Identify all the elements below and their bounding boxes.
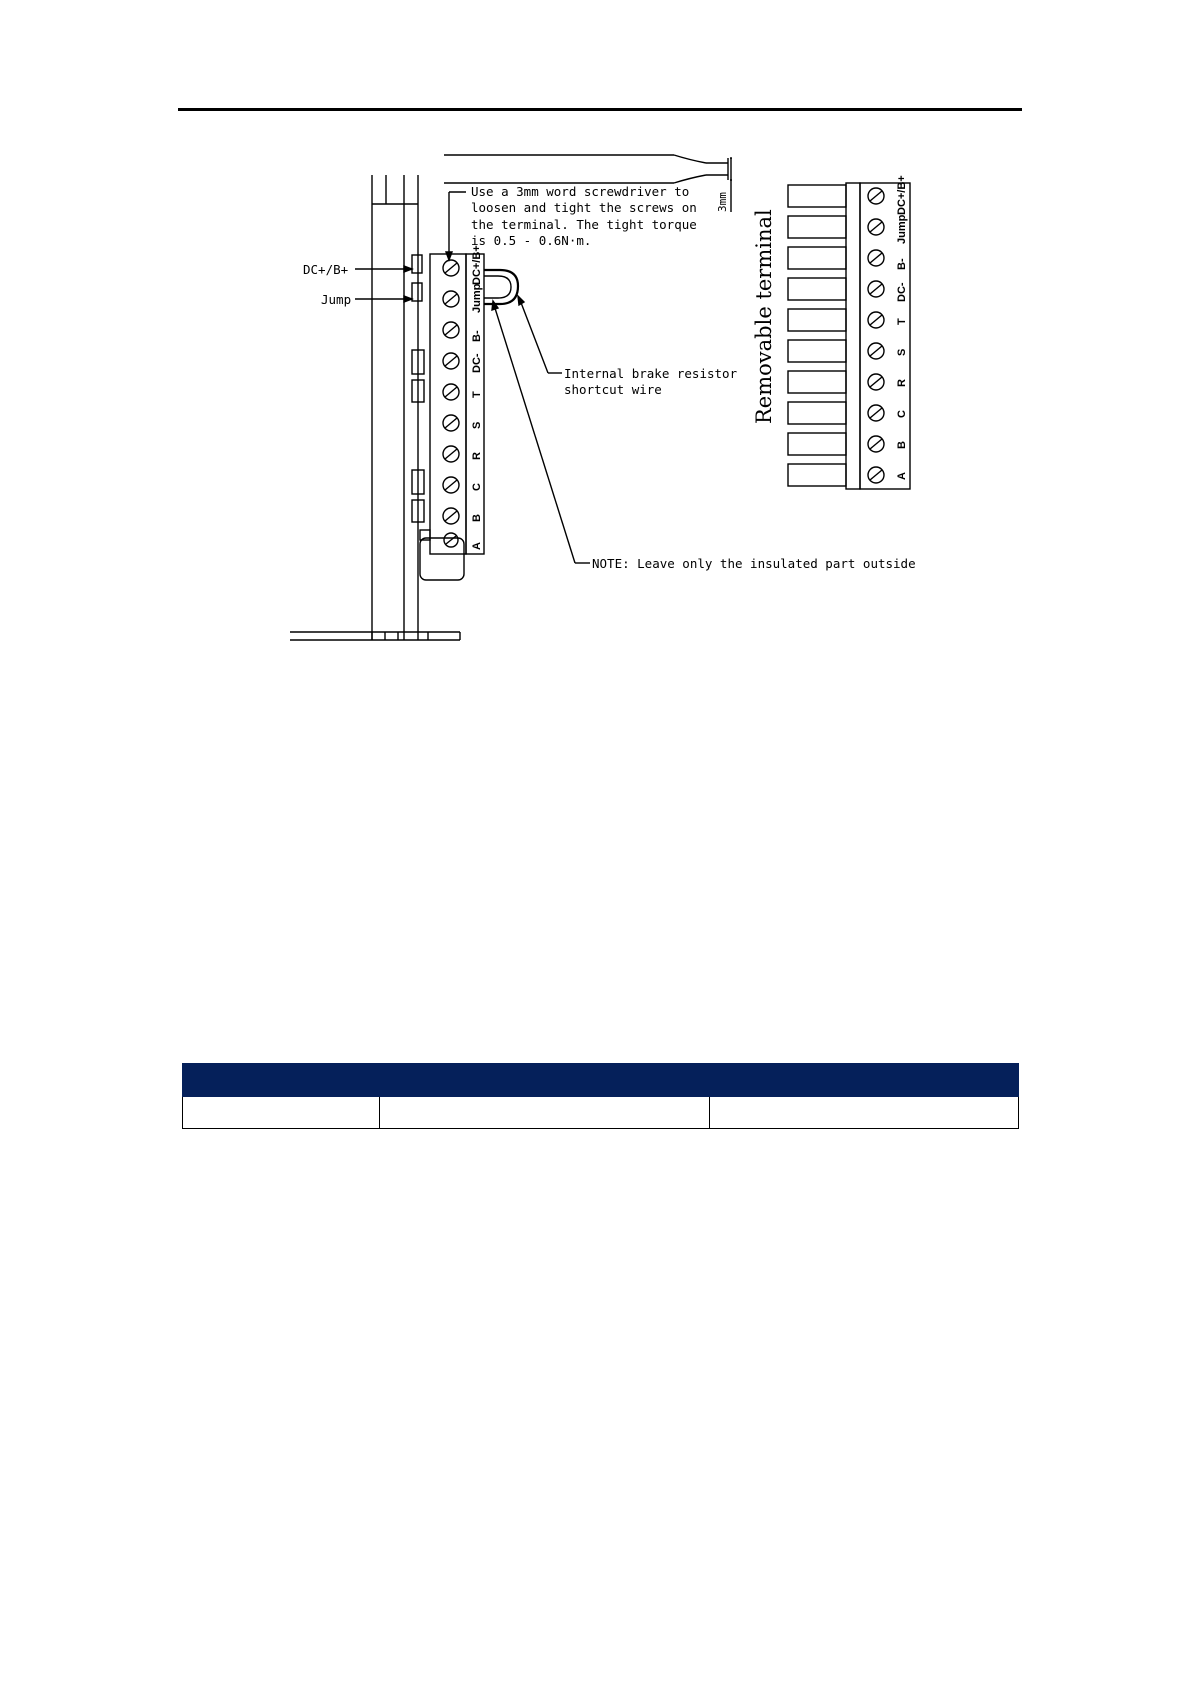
brake-note-line-1: Internal brake resistor: [564, 366, 738, 381]
terminal-label-dcminus-side: DC-: [471, 353, 483, 373]
terminal-label-bminus-side: B-: [471, 330, 483, 342]
terminal-label-dcminus: DC-: [896, 282, 908, 302]
brake-note-line-2: shortcut wire: [564, 382, 662, 397]
terminal-wiring-diagram: [0, 0, 1191, 700]
table-cell: [183, 1097, 380, 1129]
terminal-screws: [443, 260, 459, 547]
instruction-line-2: loosen and tight the screws on: [471, 200, 697, 215]
terminal-label-t-side: T: [471, 391, 483, 398]
table-cell: [380, 1097, 710, 1129]
terminal-label-a: A: [896, 472, 908, 480]
table-header-row: [183, 1064, 1019, 1097]
terminal-label-s-side: S: [471, 421, 483, 429]
terminal-label-jump: Jump: [896, 214, 908, 244]
table-header-cell: [710, 1064, 1019, 1097]
table-row: [183, 1097, 1019, 1129]
terminal-label-bminus: B-: [896, 258, 908, 270]
table-header-cell: [380, 1064, 710, 1097]
terminal-label-c: C: [896, 410, 908, 418]
instruction-line-1: Use a 3mm word screwdriver to: [471, 184, 690, 199]
terminal-label-t: T: [896, 318, 908, 325]
screwdriver-size-label: 3mm: [716, 192, 729, 212]
instruction-line-4: is 0.5 - 0.6N·m.: [471, 233, 592, 248]
table-cell: [710, 1097, 1019, 1129]
terminal-label-r: R: [896, 379, 908, 387]
terminal-label-dcb: DC+/B+: [896, 175, 908, 215]
terminal-label-c-side: C: [471, 483, 483, 491]
removable-terminal: [788, 183, 910, 489]
terminal-label-b-side: B: [471, 514, 483, 522]
insulation-note: NOTE: Leave only the insulated part outside: [592, 556, 916, 571]
terminal-label-b: B: [896, 441, 908, 449]
terminal-label-s: S: [896, 348, 908, 356]
label-dcb: DC+/B+: [303, 262, 349, 277]
terminal-label-r-side: R: [471, 452, 483, 460]
terminal-label-dcb-side: DC+/B+: [471, 245, 483, 285]
terminal-label-a-side: A: [471, 542, 483, 550]
spec-table: [182, 1063, 1019, 1129]
capacitor: [420, 538, 464, 580]
instruction-line-3: the terminal. The tight torque: [471, 217, 697, 232]
table-header-cell: [183, 1064, 380, 1097]
removable-terminal-title: Removable terminal: [752, 209, 776, 424]
label-jump: Jump: [321, 292, 352, 307]
terminal-label-jump-side: Jump: [471, 283, 483, 313]
jumper-wire: [484, 270, 518, 304]
